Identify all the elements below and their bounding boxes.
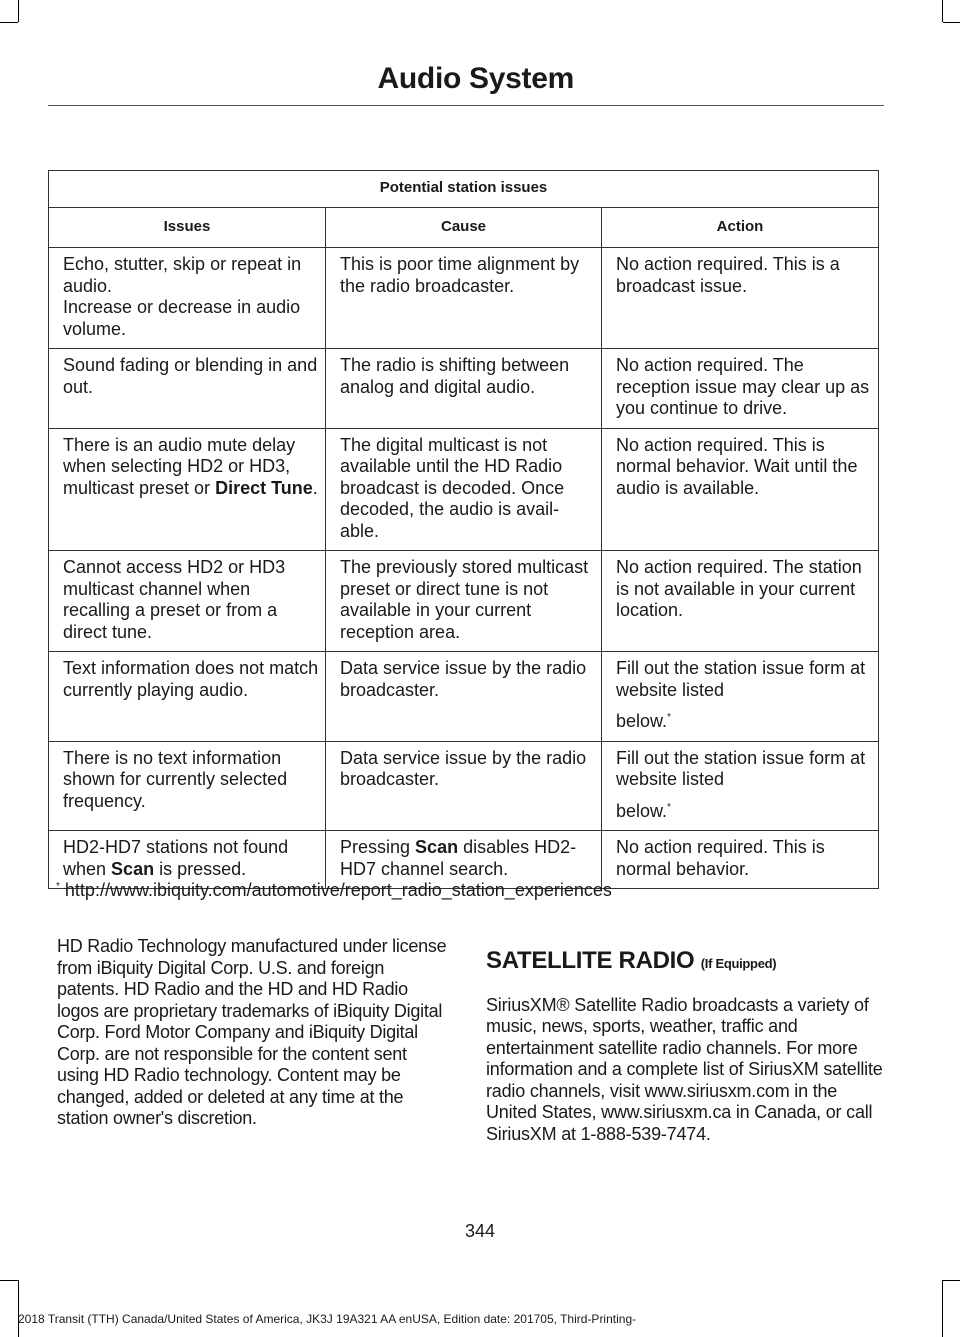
issue-tail: . bbox=[312, 477, 318, 498]
action-text: Fill out the station issue form at website listed bbox=[616, 747, 866, 789]
column-header-issues: Issues bbox=[49, 207, 326, 248]
table-caption: Potential station issues bbox=[49, 171, 879, 208]
satellite-heading-text: SATELLITE RADIO bbox=[486, 947, 695, 974]
issue-tail: is pressed. bbox=[159, 858, 247, 879]
footnote-marker: * bbox=[667, 712, 671, 723]
action-cell bbox=[602, 652, 879, 742]
issue-text-extra: Increase or decrease in audio volume. bbox=[63, 297, 301, 339]
crop-mark bbox=[943, 22, 960, 23]
issue-cell bbox=[49, 248, 326, 349]
action-cell: No action required. This is a broadcast issue. bbox=[602, 248, 879, 349]
action-cell bbox=[602, 741, 879, 831]
cause-cell: The digital multicast is not available until the HD Radio broadcast is decoded. Once decoded, the audio is avail-able. bbox=[326, 428, 602, 551]
scan-label: Scan bbox=[111, 858, 155, 879]
crop-mark bbox=[943, 1280, 960, 1281]
column-header-action: Action bbox=[602, 207, 879, 248]
crop-mark bbox=[18, 0, 19, 22]
crop-mark bbox=[942, 1280, 943, 1337]
column-header-cause: Cause bbox=[326, 207, 602, 248]
cause-pre: Pressing bbox=[340, 837, 411, 857]
issue-text: HD2-HD7 stations not found when bbox=[63, 837, 289, 879]
cause-cell: The previously stored multicast preset or direct tune is not available in your current reception area. bbox=[326, 551, 602, 652]
hd-radio-paragraph: HD Radio Technology manufactured under license from iBiquity Digital Corp. U.S. and foreign patents. HD Radio and the HD and HD Radio logos are proprietary trademarks of iBiquity Digital Corp. Ford Motor Company and iBiquity Digital Corp. are not responsible for the content sent using HD Radio technology. Content may be changed, added or deleted at any time at the station owner's discretion. bbox=[57, 936, 447, 1128]
cause-cell: Data service issue by the radio broadcaster. bbox=[326, 652, 602, 742]
crop-mark bbox=[0, 22, 18, 23]
satellite-paragraph: SiriusXM® Satellite Radio broadcasts a variety of music, news, sports, weather, traffic and entertainment satellite radio channels. For more information and a complete list of SiriusXM satellite radio channels, visit www.siriusxm.com in the United States, www.siriusxm.ca in Canada, or call SiriusXM at 1-888-539-7474. bbox=[486, 994, 883, 1144]
issue-text: There is an audio mute delay when selecting HD2 or HD3, multicast preset or bbox=[63, 434, 296, 498]
footnote-url: http://www.ibiquity.com/automotive/report_radio_station_experiences bbox=[64, 880, 612, 900]
footnote-marker: * bbox=[667, 801, 671, 813]
header-divider bbox=[48, 105, 884, 106]
issue-cell: Cannot access HD2 or HD3 multicast channel when recalling a preset or from a direct tune. bbox=[49, 551, 326, 652]
action-tail: below. bbox=[616, 800, 668, 821]
footnote-mark: * bbox=[56, 881, 60, 892]
direct-tune-label: Direct Tune bbox=[215, 477, 313, 498]
cause-cell: The radio is shifting between analog and digital audio. bbox=[326, 349, 602, 429]
crop-mark bbox=[0, 1280, 18, 1281]
issue-cell: Text information does not match currently playing audio. bbox=[49, 652, 326, 742]
crop-mark bbox=[942, 0, 943, 22]
satellite-radio-section bbox=[486, 947, 886, 1145]
action-cell: No action required. The station is not available in your current location. bbox=[602, 551, 879, 652]
table-row bbox=[49, 248, 879, 349]
action-tail: below. bbox=[616, 711, 668, 731]
satellite-heading bbox=[486, 947, 886, 975]
page-title: Audio System bbox=[377, 62, 574, 95]
table-row bbox=[49, 741, 879, 831]
edition-footer: 2018 Transit (TTH) Canada/United States of America, JK3J 19A321 AA enUSA, Edition date: 201705, Third-Printing- bbox=[18, 1312, 637, 1326]
issue-cell: There is no text information shown for currently selected frequency. bbox=[49, 741, 326, 831]
crop-mark bbox=[18, 1280, 19, 1337]
if-equipped-label: (If Equipped) bbox=[700, 956, 777, 971]
cause-text: disables HD2-HD7 channel search. bbox=[340, 837, 577, 879]
issue-text: Echo, stutter, skip or repeat in audio. bbox=[63, 254, 302, 296]
issue-cell: Sound fading or blending in and out. bbox=[49, 349, 326, 429]
cause-cell: This is poor time alignment by the radio broadcaster. bbox=[326, 248, 602, 349]
table-row bbox=[49, 551, 879, 652]
table-row bbox=[49, 652, 879, 742]
cause-cell: Data service issue by the radio broadcaster. bbox=[326, 741, 602, 831]
station-issues-table bbox=[48, 170, 879, 889]
table-row bbox=[49, 428, 879, 551]
action-cell: No action required. This is normal behavior. Wait until the audio is available. bbox=[602, 428, 879, 551]
footnote bbox=[56, 880, 612, 901]
page-number: 344 bbox=[464, 1221, 496, 1241]
issue-cell bbox=[49, 428, 326, 551]
action-cell: No action required. This is normal behavior. bbox=[602, 831, 879, 889]
action-cell: No action required. The reception issue may clear up as you continue to drive. bbox=[602, 349, 879, 429]
table-row bbox=[49, 349, 879, 429]
action-text: Fill out the station issue form at website listed bbox=[616, 658, 866, 700]
scan-label: Scan bbox=[415, 837, 459, 857]
